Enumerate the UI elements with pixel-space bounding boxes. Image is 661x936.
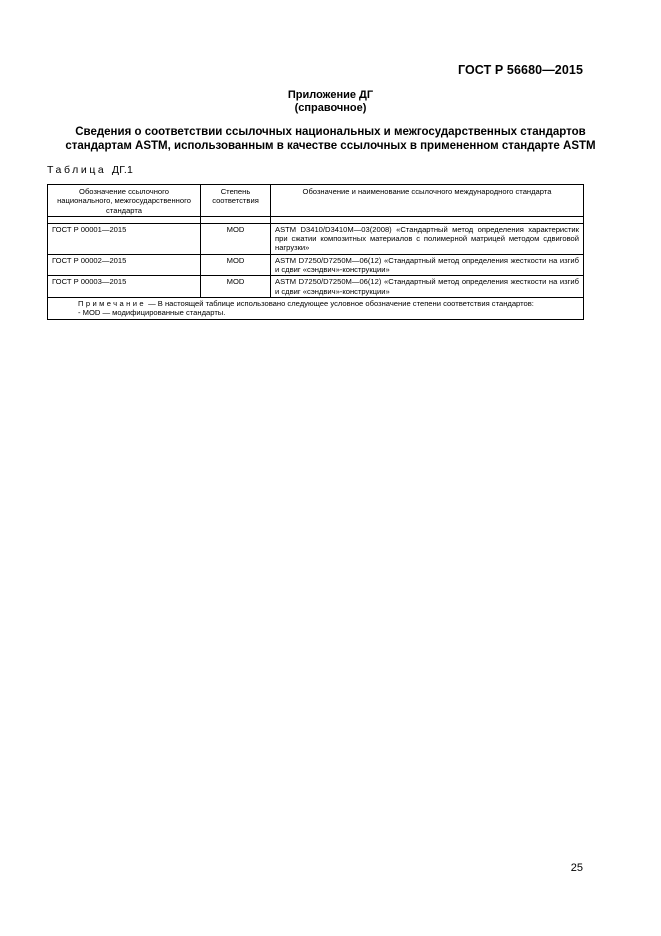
table-label-number: ДГ.1 — [111, 164, 133, 176]
note-label: Примечание — [78, 298, 146, 308]
international-standard: ASTM D7250/D7250M—06(12) «Стандартный метод определения жесткости на изгиб и сдвиг «сэндвич»-конструкции» — [271, 276, 584, 298]
table-note-row — [48, 297, 584, 319]
table-label-word: Таблица — [47, 164, 107, 176]
table-label — [47, 164, 133, 176]
page-number: 25 — [570, 862, 583, 874]
spacer-cell — [201, 216, 271, 223]
international-standard: ASTM D3410/D3410M—03(2008) «Стандартный метод определения характеристик при сжатии композитных материалов с полимерной матрицей методом сдвиговой нагрузки» — [271, 223, 584, 254]
note-body: — В настоящей таблице использовано следующее условное обозначение степени соответствия стандартов: — [145, 298, 534, 308]
section-heading — [40, 125, 621, 153]
national-standard-code: ГОСТ Р 00003—2015 — [48, 276, 201, 298]
national-standard-code: ГОСТ Р 00002—2015 — [48, 254, 201, 276]
column-header-degree: Степень соответствия — [201, 185, 271, 217]
table-row — [48, 254, 584, 276]
table-note — [48, 297, 584, 319]
appendix-subtitle: (справочное) — [294, 102, 367, 114]
table-header-row — [48, 185, 584, 217]
section-heading-line-1: Сведения о соответствии ссылочных национальных и межгосударственных стандартов — [75, 126, 586, 138]
column-header-international-standard: Обозначение и наименование ссылочного международного стандарта — [271, 185, 584, 217]
correspondence-table — [47, 184, 584, 320]
column-header-national-standard: Обозначение ссылочного национального, межгосударственного стандарта — [48, 185, 201, 217]
national-standard-code: ГОСТ Р 00001—2015 — [48, 223, 201, 254]
note-text — [52, 299, 579, 308]
table-row — [48, 223, 584, 254]
degree-of-correspondence: MOD — [201, 276, 271, 298]
standard-code-header: ГОСТ Р 56680—2015 — [457, 63, 583, 77]
degree-of-correspondence: MOD — [201, 254, 271, 276]
spacer-cell — [271, 216, 584, 223]
international-standard: ASTM D7250/D7250M—06(12) «Стандартный метод определения жесткости на изгиб и сдвиг «сэндвич»-конструкции» — [271, 254, 584, 276]
section-heading-line-2: стандартам ASTM, использованным в качестве ссылочных в примененном стандарте ASTM — [65, 140, 596, 152]
table-spacer-row — [48, 216, 584, 223]
spacer-cell — [48, 216, 201, 223]
appendix-title: Приложение ДГ — [287, 89, 374, 101]
degree-of-correspondence: MOD — [201, 223, 271, 254]
note-item: - MOD — модифицированные стандарты. — [78, 308, 226, 318]
table-row — [48, 276, 584, 298]
